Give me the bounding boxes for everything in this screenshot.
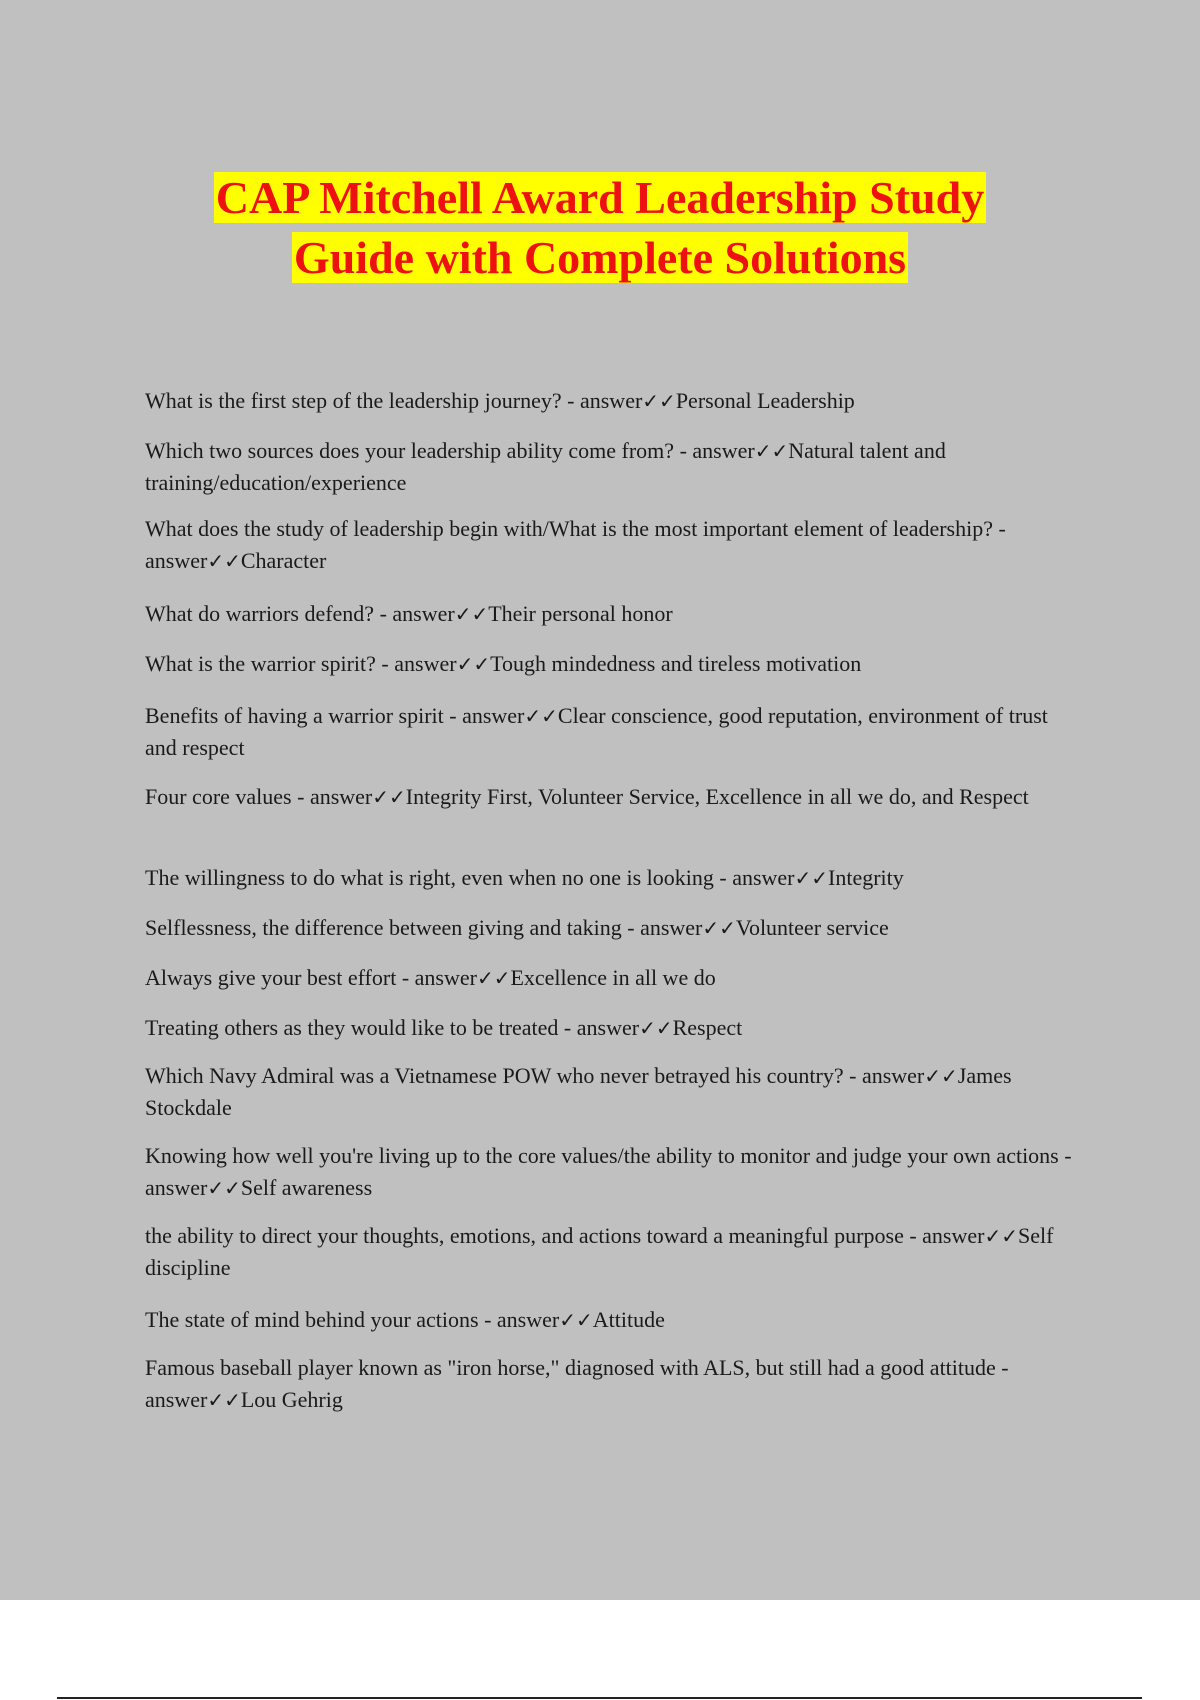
answer-marker: answer [861, 1063, 925, 1088]
double-check-icon: ✓✓ [984, 1224, 1018, 1248]
double-check-icon: ✓✓ [207, 1176, 241, 1200]
answer-marker: answer [692, 438, 755, 463]
qa-item [145, 1304, 1085, 1336]
answer-text: Attitude [592, 1307, 665, 1332]
answer-marker: answer [732, 865, 795, 890]
double-check-icon: ✓✓ [754, 439, 789, 463]
question-text: The willingness to do what is right, even when no one is looking - [145, 865, 733, 890]
answer-text: Self discipline [145, 1223, 1054, 1280]
answer-text: Integrity First, Volunteer Service, Excellence in all we do, and Respect [405, 784, 1029, 809]
answer-text: James Stockdale [145, 1063, 1012, 1120]
qa-item [145, 1012, 1085, 1044]
answer-marker: answer [579, 388, 643, 413]
qa-item [145, 1352, 1085, 1416]
qa-item [145, 435, 1085, 499]
answer-marker: answer [640, 915, 703, 940]
answer-marker: answer [922, 1223, 985, 1248]
qa-item [145, 385, 1085, 417]
double-check-icon: ✓✓ [642, 389, 676, 413]
question-text: Knowing how well you're living up to the core values/the ability to monitor and judge your own actions - [145, 1143, 1072, 1168]
double-check-icon: ✓✓ [639, 1016, 673, 1040]
answer-marker: answer [145, 548, 208, 573]
answer-text: Volunteer service [735, 915, 889, 940]
double-check-icon: ✓✓ [559, 1308, 593, 1332]
question-text: Which Navy Admiral was a Vietnamese POW who never betrayed his country? - [145, 1063, 862, 1088]
answer-marker: answer [414, 965, 477, 990]
answer-text: Lou Gehrig [240, 1387, 343, 1412]
answer-text: Personal Leadership [675, 388, 855, 413]
answer-text: Natural talent and training/education/experience [145, 438, 946, 495]
double-check-icon: ✓✓ [456, 652, 491, 676]
answer-marker: answer [145, 1175, 208, 1200]
answer-text: Character [240, 548, 327, 573]
question-text: Always give your best effort - [145, 965, 415, 990]
question-text: What is the warrior spirit? - [145, 651, 395, 676]
question-text: Famous baseball player known as "iron horse," diagnosed with ALS, but still had a good attitude - [145, 1355, 1009, 1380]
question-text: What do warriors defend? - [145, 601, 393, 626]
answer-marker: answer [576, 1015, 640, 1040]
question-text: The state of mind behind your actions - [145, 1307, 497, 1332]
qa-item [145, 648, 1085, 680]
question-text: Selflessness, the difference between giving and taking - [145, 915, 641, 940]
double-check-icon: ✓✓ [924, 1064, 958, 1088]
question-text: Which two sources does your leadership ability come from? - [145, 438, 693, 463]
answer-text: Clear conscience, good reputation, environment of trust and respect [145, 703, 1048, 760]
qa-item [145, 1140, 1085, 1204]
answer-text: Tough mindedness and tireless motivation [490, 651, 862, 676]
double-check-icon: ✓✓ [207, 1388, 241, 1412]
double-check-icon: ✓✓ [702, 916, 736, 940]
question-text: What is the first step of the leadership journey? - [145, 388, 580, 413]
double-check-icon: ✓✓ [476, 966, 511, 990]
qa-item [145, 700, 1085, 764]
qa-item [145, 912, 1085, 944]
answer-text: Respect [672, 1015, 743, 1040]
qa-item [145, 1220, 1085, 1284]
answer-text: Their personal honor [488, 601, 673, 626]
qa-item [145, 862, 1085, 894]
double-check-icon: ✓✓ [372, 785, 406, 809]
answer-marker: answer [309, 784, 373, 809]
qa-item [145, 962, 1085, 994]
document-title [0, 168, 1200, 288]
qa-item [145, 781, 1085, 813]
answer-text: Self awareness [240, 1175, 373, 1200]
question-text: the ability to direct your thoughts, emotions, and actions toward a meaningful purpose - [145, 1223, 923, 1248]
answer-marker: answer [394, 651, 457, 676]
double-check-icon: ✓✓ [454, 602, 489, 626]
double-check-icon: ✓✓ [207, 549, 241, 573]
footer-divider [57, 1697, 1142, 1699]
title-line-1: CAP Mitchell Award Leadership Study [215, 172, 985, 223]
qa-item [145, 1060, 1085, 1124]
double-check-icon: ✓✓ [794, 866, 829, 890]
question-text: What does the study of leadership begin with/What is the most important element of leadership? - [145, 516, 1006, 541]
answer-text: Excellence in all we do [510, 965, 716, 990]
answer-marker: answer [145, 1387, 208, 1412]
question-text: Benefits of having a warrior spirit - [145, 703, 463, 728]
answer-marker: answer [392, 601, 455, 626]
answer-text: Integrity [828, 865, 904, 890]
qa-item [145, 598, 1085, 630]
double-check-icon: ✓✓ [524, 704, 558, 728]
answer-marker: answer [496, 1307, 560, 1332]
qa-item [145, 513, 1085, 577]
question-text: Treating others as they would like to be treated - [145, 1015, 577, 1040]
title-line-2: Guide with Complete Solutions [293, 232, 907, 283]
question-text: Four core values - [145, 784, 310, 809]
answer-marker: answer [462, 703, 525, 728]
